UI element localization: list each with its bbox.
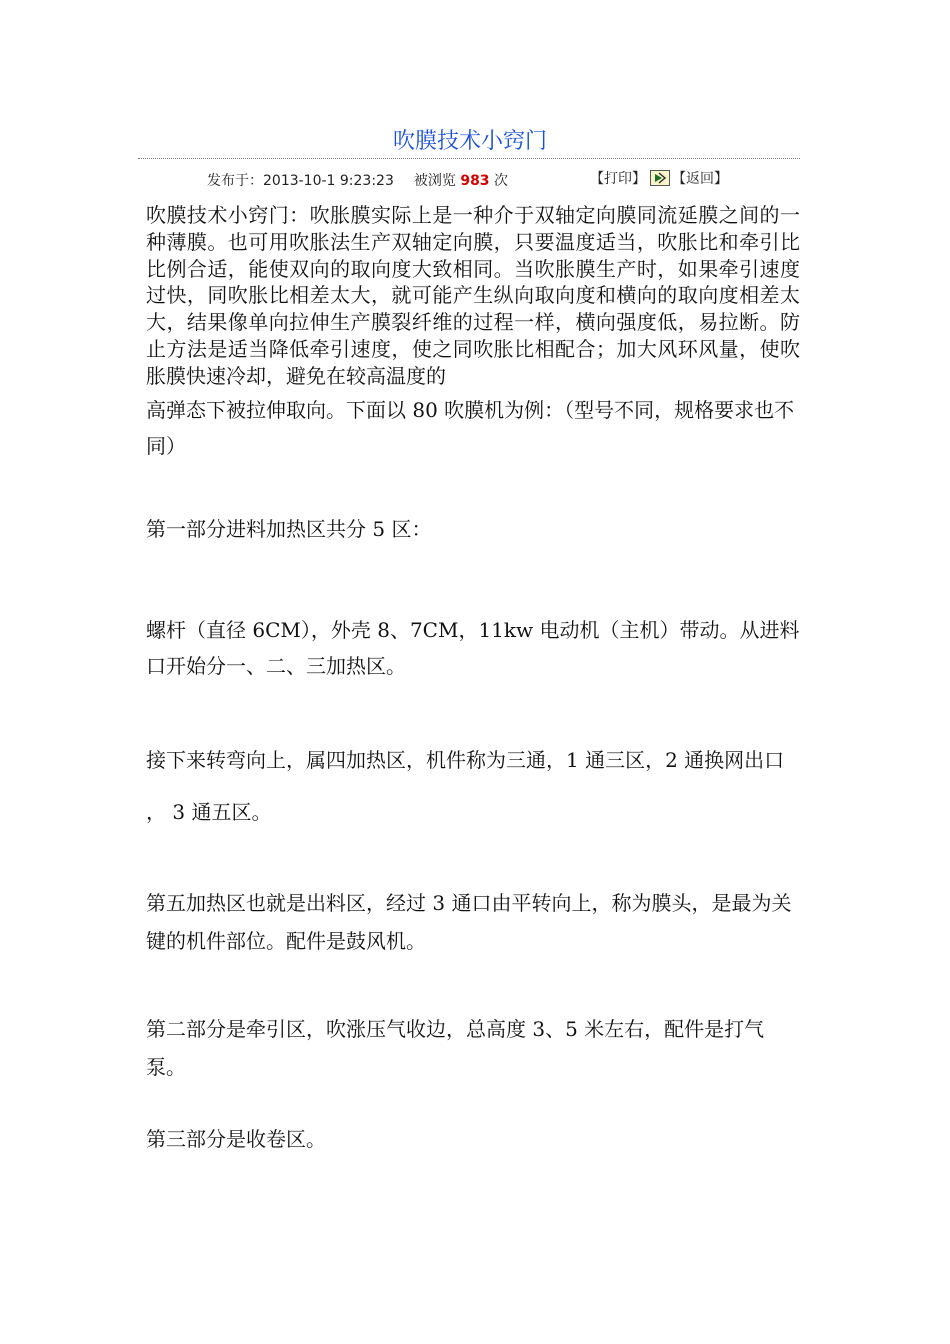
zone5-paragraph: 第五加热区也就是出料区，经过 3 通口由平转向上，称为膜头，是最为关键的机件部位。配件是鼓风机。	[146, 891, 792, 953]
views-label: 被浏览	[413, 173, 456, 189]
screw-paragraph: 螺杆（直径 6CM），外壳 8、7CM，11kw 电动机（主机）带动。从进料口开始分一、二、三加热区。	[146, 618, 800, 678]
print-link[interactable]: 【打印】	[590, 171, 646, 187]
share-arrow-icon[interactable]	[650, 170, 670, 186]
part3-paragraph: 第三部分是收卷区。	[146, 1127, 326, 1151]
turn-paragraph: 接下来转弯向上，属四加热区，机件称为三通，1 通三区，2 通换网出口 ， 3 通五区。	[146, 748, 785, 824]
article-title: 吹膜技术小窍门	[392, 129, 547, 154]
part1-heading: 第一部分进料加热区共分 5 区：	[146, 517, 432, 541]
title-divider	[138, 158, 800, 159]
intro-paragraph: 吹膜技术小窍门：吹胀膜实际上是一种介于双轴定向膜同流延膜之间的一种薄膜。也可用吹胀法生产双轴定向膜，只要温度适当，吹胀比和牵引比比例合适，能使双向的取向度大致相同。当吹胀膜生产时，如果牵引速度过快，同吹胀比相差太大，就可能产生纵向取向度和横向的取向度相差太大，结果像单向拉伸生产膜裂纤维的过程一样，横向强度低，易拉断。防止方法是适当降低牵引速度，使之同吹胀比相配合；加大风环风量，使吹胀膜快速冷却，避免在较高温度的	[146, 203, 800, 388]
views-suffix: 次	[494, 173, 509, 189]
published-label: 发布于：	[207, 173, 263, 189]
views-count: 983	[460, 173, 490, 189]
part2-paragraph: 第二部分是牵引区，吹涨压气收边，总高度 3、5 米左右，配件是打气泵。	[146, 1017, 765, 1079]
article-actions	[590, 168, 728, 190]
article-meta	[207, 170, 508, 192]
intro-continuation: 高弹态下被拉伸取向。下面以 80 吹膜机为例：（型号不同，规格要求也不同）	[146, 398, 795, 458]
back-link[interactable]: 【返回】	[672, 171, 728, 187]
published-date: 2013-10-1 9:23:23	[263, 173, 394, 189]
